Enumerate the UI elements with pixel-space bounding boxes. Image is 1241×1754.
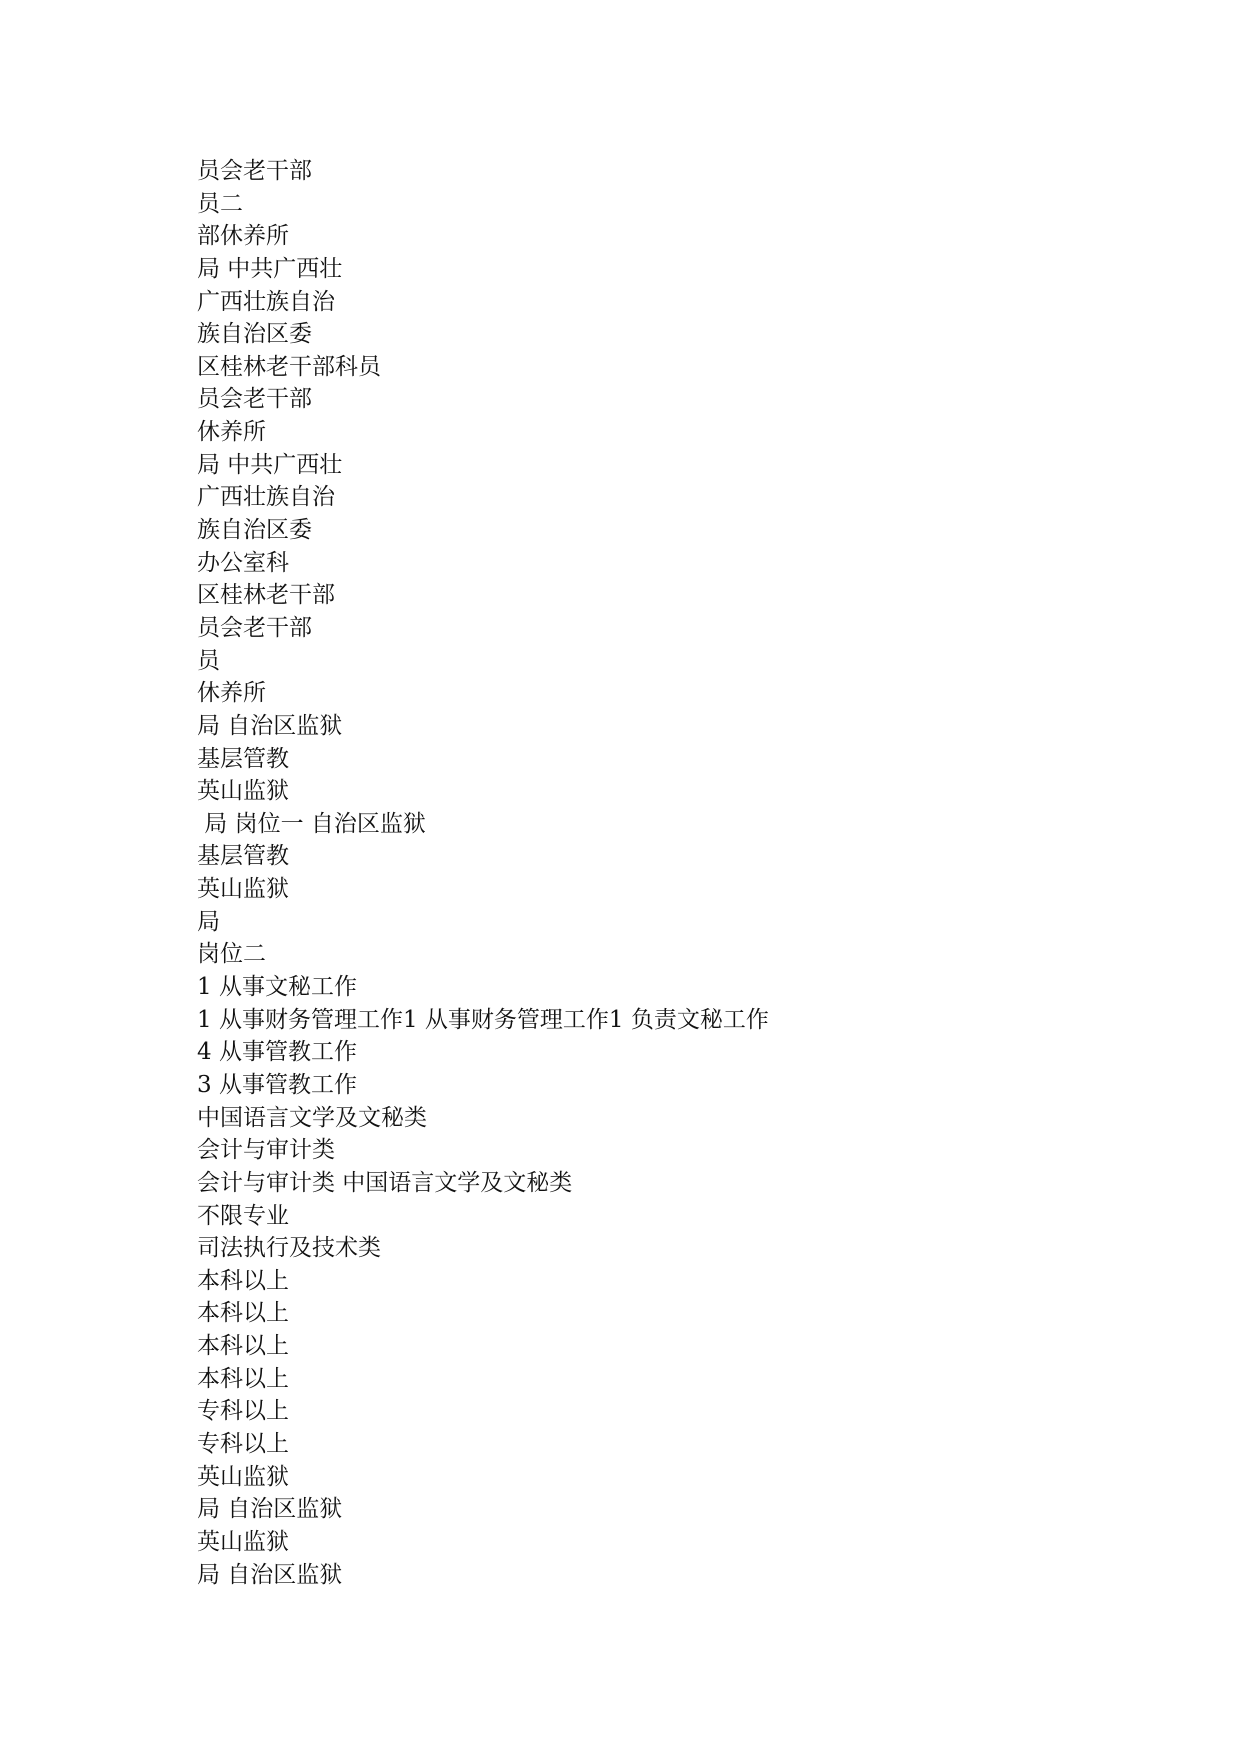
document-text [197,155,769,1591]
text-line: 本科以上 [197,1300,289,1327]
text-line: 本科以上 [197,1365,289,1392]
text-line: 区桂林老干部科员 [197,353,381,380]
text-line: 会计与审计类 [197,1137,335,1164]
text-line: 员会老干部 [197,614,312,641]
text-line: 族自治区委 [197,321,312,348]
text-line: 局 岗位一 自治区监狱 [197,810,426,837]
text-line: 基层管教 [197,843,289,870]
text-line: 局 自治区监狱 [197,712,343,739]
text-line: 英山监狱 [197,1528,289,1555]
text-line: 员会老干部 [197,386,312,413]
text-line: 员 [197,647,220,674]
text-line: 部休养所 [197,223,289,250]
text-line: 本科以上 [197,1267,289,1294]
text-line: 局 [197,908,220,935]
text-line: 族自治区委 [197,517,312,544]
text-line: 3 从事管教工作 [197,1071,357,1098]
text-line: 1 从事财务管理工作1 从事财务管理工作1 负责文秘工作 [197,1006,769,1033]
text-line: 休养所 [197,419,266,446]
text-line: 英山监狱 [197,1463,289,1490]
text-line: 不限专业 [197,1202,289,1229]
text-line: 广西壮族自治 [197,484,335,511]
text-line: 英山监狱 [197,778,289,805]
text-line: 基层管教 [197,745,289,772]
text-line: 1 从事文秘工作 [197,974,357,1001]
text-line: 4 从事管教工作 [197,1039,357,1066]
text-line: 专科以上 [197,1398,289,1425]
text-line: 英山监狱 [197,876,289,903]
text-line: 休养所 [197,680,266,707]
text-line: 办公室科 [197,549,289,576]
text-line: 中国语言文学及文秘类 [197,1104,427,1131]
text-line: 岗位二 [197,941,266,968]
text-line: 局 自治区监狱 [197,1496,343,1523]
text-line: 员二 [197,190,243,217]
text-line: 司法执行及技术类 [197,1235,381,1262]
text-line: 区桂林老干部 [197,582,335,609]
text-line: 局 中共广西壮 [197,451,343,478]
text-line: 员会老干部 [197,158,312,184]
text-line: 局 中共广西壮 [197,255,343,282]
text-line: 本科以上 [197,1333,289,1360]
text-line: 专科以上 [197,1430,289,1457]
text-line: 会计与审计类 中国语言文学及文秘类 [197,1169,573,1196]
text-line: 广西壮族自治 [197,288,335,315]
text-line: 局 自治区监狱 [197,1561,343,1588]
